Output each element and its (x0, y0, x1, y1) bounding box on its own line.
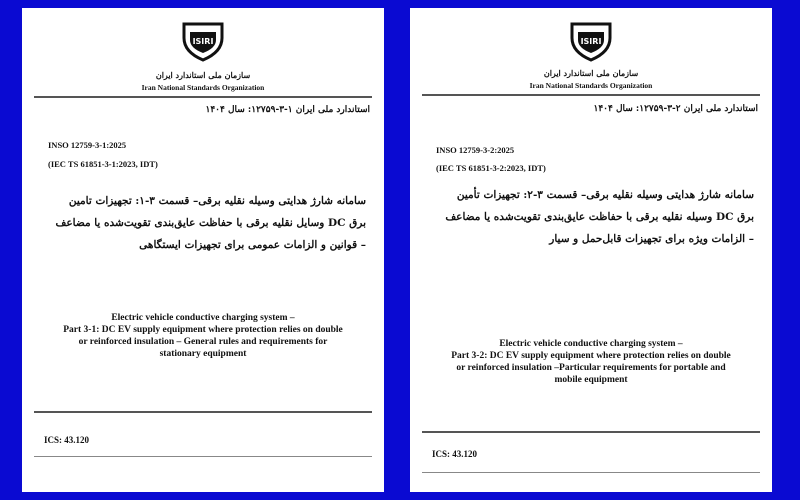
title-fa-line: برق DC وسایل نقلیه برقی با حفاظت عایق‌بندی تقویت‌شده یا مضاعف (55, 217, 366, 229)
title-en-line: Electric vehicle conductive charging system – (499, 339, 683, 349)
svg-text:ISIRI: ISIRI (192, 37, 214, 46)
ics-code: ICS: 43.120 (44, 435, 90, 445)
org-name-fa: سازمان ملی استاندارد ایران (543, 68, 639, 78)
org-name-en: Iran National Standards Organization (529, 81, 653, 90)
divider (422, 431, 760, 433)
divider (34, 456, 372, 457)
title-fa-line: سامانه شارژ هدایتی وسیله نقلیه برقی– قسمت ۳-۲: تجهیزات تأمین (456, 189, 754, 201)
insi-logo-icon (180, 18, 226, 64)
title-en-line: Part 3-2: DC EV supply equipment where protection relies on double (451, 351, 731, 361)
title-en-line: Electric vehicle conductive charging system – (111, 313, 295, 323)
insi-logo-icon (568, 18, 614, 64)
document-cover-left (22, 8, 384, 492)
iec-reference: (IEC TS 61851-3-2:2023, IDT) (436, 163, 546, 173)
title-en-line: mobile equipment (554, 375, 628, 385)
title-en (424, 338, 758, 386)
org-name-fa: سازمان ملی استاندارد ایران (155, 70, 251, 80)
title-en-line: Part 3-1: DC EV supply equipment where protection relies on double (63, 325, 343, 335)
std-number-fa: استاندارد ملی ایران ۱-۳-۱۲۷۵۹: سال ۱۴۰۴ (205, 105, 370, 115)
title-en (36, 312, 370, 360)
std-number-fa: استاندارد ملی ایران ۲-۳-۱۲۷۵۹: سال ۱۴۰۴ (593, 104, 758, 114)
divider (34, 96, 372, 98)
title-fa (52, 190, 366, 256)
title-fa-line: سامانه شارژ هدایتی وسیله نقلیه برقی– قسمت ۳-۱: تجهیزات تامین (68, 195, 366, 207)
iec-reference: (IEC TS 61851-3-1:2023, IDT) (48, 159, 158, 169)
title-en-line: or reinforced insulation –Particular requirements for portable and (456, 363, 726, 373)
svg-text:ISIRI: ISIRI (580, 37, 602, 46)
document-cover-right (410, 8, 772, 492)
title-en-line: or reinforced insulation – General rules and requirements for (78, 337, 328, 347)
title-en-line: stationary equipment (159, 349, 247, 359)
title-fa-line: برق DC وسیله نقلیه برقی با حفاظت عایق‌بندی تقویت‌شده یا مضاعف (445, 211, 754, 223)
org-name-en: Iran National Standards Organization (141, 83, 265, 92)
title-fa-line: – الزامات ویژه برای تجهیزات قابل‌حمل و سیار (549, 233, 754, 245)
divider (422, 94, 760, 96)
title-fa (440, 184, 754, 250)
divider (422, 472, 760, 473)
title-fa-line: – قوانین و الزامات عمومی برای تجهیزات ایستگاهی (139, 239, 366, 251)
inso-number: INSO 12759-3-2:2025 (436, 145, 515, 155)
inso-number: INSO 12759-3-1:2025 (48, 140, 127, 150)
ics-code: ICS: 43.120 (432, 449, 478, 459)
divider (34, 411, 372, 413)
